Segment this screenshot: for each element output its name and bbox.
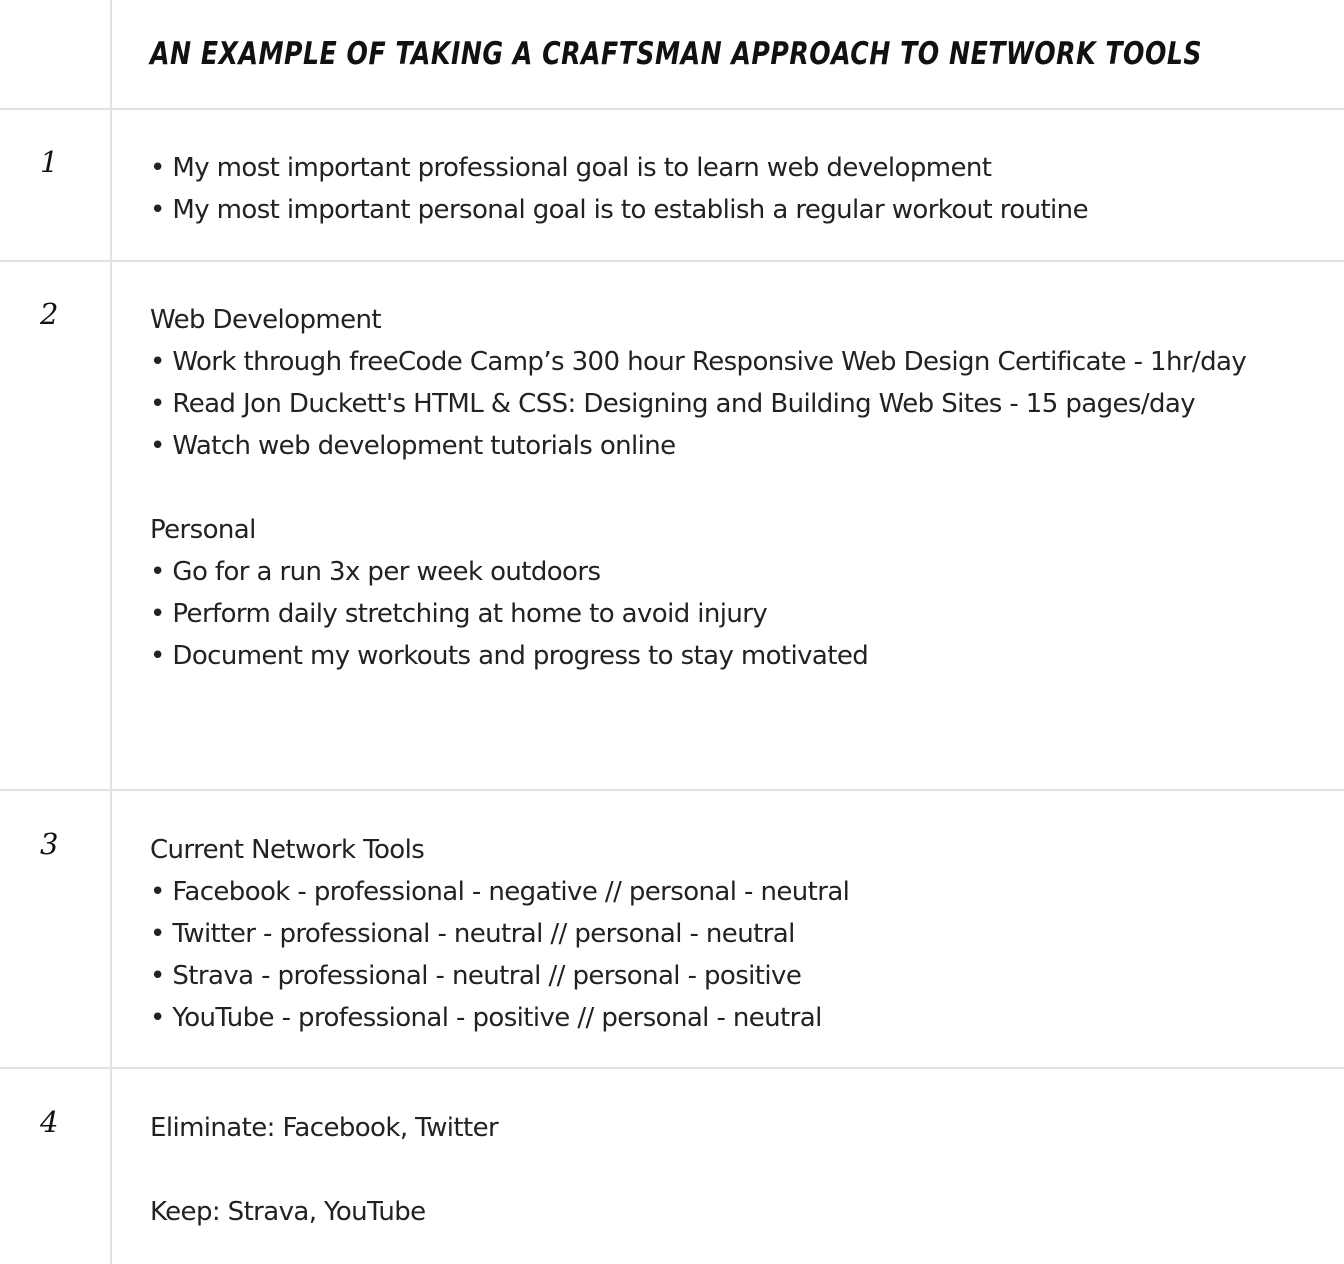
network-tool-item: • Facebook - professional - negative // personal - neutral — [150, 877, 850, 907]
personal-item: • Perform daily stretching at home to avoid injury — [150, 599, 768, 629]
network-tool-item: • YouTube - professional - positive // personal - neutral — [150, 1003, 822, 1033]
spacer — [150, 1149, 1330, 1191]
section-2-content — [150, 299, 1330, 677]
row-divider-header — [0, 108, 1344, 110]
spacer — [150, 467, 1330, 509]
section-number-1: 1 — [40, 145, 59, 179]
eliminate-list: Eliminate: Facebook, Twitter — [150, 1113, 499, 1143]
network-tools-heading: Current Network Tools — [150, 835, 425, 865]
section-number-3: 3 — [40, 827, 59, 861]
keep-list: Keep: Strava, YouTube — [150, 1197, 426, 1227]
row-divider-2 — [0, 789, 1344, 791]
section-4-content — [150, 1107, 1330, 1233]
row-divider-3 — [0, 1067, 1344, 1069]
section-number-2: 2 — [40, 297, 59, 331]
web-dev-item: • Work through freeCode Camp’s 300 hour Responsive Web Design Certificate - 1hr/day — [150, 347, 1247, 377]
row-divider-1 — [0, 260, 1344, 262]
page-title: AN EXAMPLE OF TAKING A CRAFTSMAN APPROACH TO NETWORK TOOLS — [150, 34, 1203, 72]
goal-professional: • My most important professional goal is to learn web development — [150, 153, 992, 183]
group-heading-web-development: Web Development — [150, 305, 381, 335]
web-dev-item: • Read Jon Duckett's HTML & CSS: Designing and Building Web Sites - 15 pages/day — [150, 389, 1196, 419]
goal-personal: • My most important personal goal is to establish a regular workout routine — [150, 195, 1088, 225]
web-dev-item: • Watch web development tutorials online — [150, 431, 676, 461]
section-3-content — [150, 829, 1330, 1039]
personal-item: • Go for a run 3x per week outdoors — [150, 557, 601, 587]
section-1-content — [150, 147, 1330, 231]
group-heading-personal: Personal — [150, 515, 256, 545]
network-tool-item: • Twitter - professional - neutral // personal - neutral — [150, 919, 795, 949]
section-number-4: 4 — [40, 1105, 59, 1139]
column-divider — [110, 0, 112, 1264]
network-tool-item: • Strava - professional - neutral // personal - positive — [150, 961, 802, 991]
personal-item: • Document my workouts and progress to stay motivated — [150, 641, 869, 671]
